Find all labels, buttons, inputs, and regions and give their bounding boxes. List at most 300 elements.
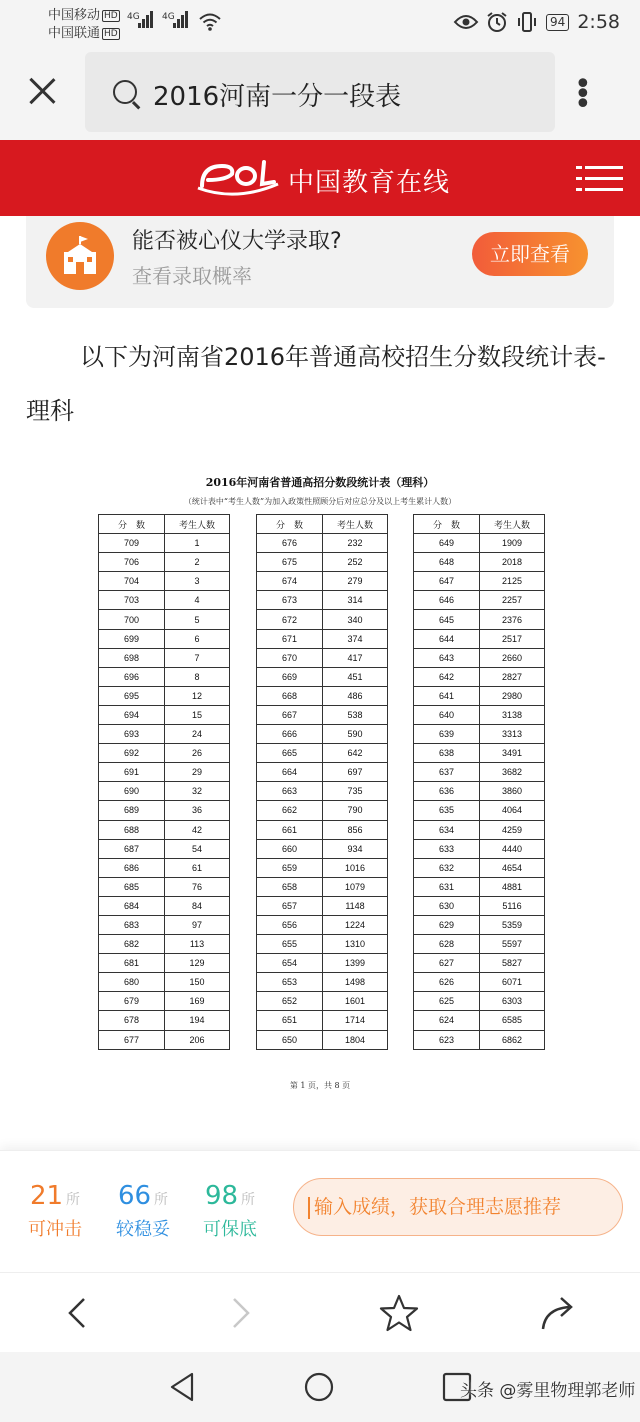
count-cell: 6 xyxy=(165,629,230,648)
count-cell: 3313 xyxy=(480,725,545,744)
watermark: 头条 @雾里物理郭老师 xyxy=(460,1381,636,1401)
score-cell: 673 xyxy=(257,591,323,610)
table-row xyxy=(99,534,230,553)
table-row xyxy=(99,629,230,648)
score-cell: 650 xyxy=(257,1030,323,1049)
score-cell: 635 xyxy=(414,801,480,820)
count-cell: 3682 xyxy=(480,763,545,782)
count-cell: 113 xyxy=(165,935,230,954)
table-row xyxy=(414,534,545,553)
count-cell: 374 xyxy=(323,629,388,648)
table-row xyxy=(99,782,230,801)
score-cell: 655 xyxy=(257,935,323,954)
score-cell: 656 xyxy=(257,915,323,934)
table-row xyxy=(99,935,230,954)
back-arrow-icon[interactable] xyxy=(56,1291,100,1335)
score-cell: 657 xyxy=(257,896,323,915)
school-icon xyxy=(46,222,114,290)
score-cell: 629 xyxy=(414,915,480,934)
battery-icon: 94 xyxy=(546,14,569,31)
count-cell: 1909 xyxy=(480,534,545,553)
score-cell: 640 xyxy=(414,705,480,724)
count-cell: 934 xyxy=(323,839,388,858)
table-row xyxy=(257,858,388,877)
ad-title: 能否被心仪大学录取? xyxy=(132,229,342,254)
score-cell: 689 xyxy=(99,801,165,820)
count-cell: 32 xyxy=(165,782,230,801)
count-cell: 642 xyxy=(323,744,388,763)
count-cell: 3860 xyxy=(480,782,545,801)
eye-icon xyxy=(454,14,478,30)
count-cell: 1016 xyxy=(323,858,388,877)
score-cell: 625 xyxy=(414,992,480,1011)
count-cell: 2125 xyxy=(480,572,545,591)
table-row xyxy=(414,648,545,667)
count-cell: 735 xyxy=(323,782,388,801)
score-cell: 698 xyxy=(99,648,165,667)
table-row xyxy=(257,1030,388,1049)
score-cell: 671 xyxy=(257,629,323,648)
stat-safe[interactable]: 98 所 可保底 xyxy=(195,1181,265,1241)
score-cell: 636 xyxy=(414,782,480,801)
eol-logo[interactable] xyxy=(196,141,280,200)
score-cell: 652 xyxy=(257,992,323,1011)
score-cell: 631 xyxy=(414,877,480,896)
count-cell: 29 xyxy=(165,763,230,782)
stat-safe-number: 98 xyxy=(204,1181,239,1211)
count-cell: 4654 xyxy=(480,858,545,877)
score-cell: 692 xyxy=(99,744,165,763)
score-cell: 665 xyxy=(257,744,323,763)
stat-safe-label: 可保底 xyxy=(203,1219,257,1240)
table-row xyxy=(414,1030,545,1049)
table-row xyxy=(99,705,230,724)
table-row xyxy=(257,725,388,744)
count-cell: 6303 xyxy=(480,992,545,1011)
score-cell: 670 xyxy=(257,648,323,667)
count-cell: 6071 xyxy=(480,973,545,992)
score-cell: 677 xyxy=(99,1030,165,1049)
score-table-1 xyxy=(98,514,230,1050)
site-header xyxy=(0,140,640,216)
count-cell: 2660 xyxy=(480,648,545,667)
count-cell: 340 xyxy=(323,610,388,629)
count-cell: 8 xyxy=(165,667,230,686)
stat-stable-number: 66 xyxy=(117,1181,152,1211)
score-cell: 709 xyxy=(99,534,165,553)
table-row xyxy=(99,915,230,934)
stat-reach-number: 21 xyxy=(29,1181,64,1211)
table-row xyxy=(414,667,545,686)
table-row xyxy=(99,1030,230,1049)
table-row xyxy=(414,686,545,705)
system-nav xyxy=(0,1352,640,1422)
count-cell: 169 xyxy=(165,992,230,1011)
table-row xyxy=(99,725,230,744)
score-cell: 696 xyxy=(99,667,165,686)
table-row xyxy=(99,877,230,896)
table-row xyxy=(99,820,230,839)
table-row xyxy=(257,591,388,610)
table-row xyxy=(257,820,388,839)
score-cell: 658 xyxy=(257,877,323,896)
score-cell: 703 xyxy=(99,591,165,610)
column-header-score: 分 数 xyxy=(414,515,480,534)
score-cell: 704 xyxy=(99,572,165,591)
count-cell: 232 xyxy=(323,534,388,553)
share-icon[interactable] xyxy=(537,1291,581,1335)
clock-time: 2:58 xyxy=(577,11,620,33)
table-row xyxy=(414,629,545,648)
table-row xyxy=(414,839,545,858)
table-row xyxy=(414,915,545,934)
score-table-3 xyxy=(413,514,545,1050)
close-icon[interactable] xyxy=(22,72,62,112)
network-type-1: 4G xyxy=(127,12,140,22)
score-cell: 700 xyxy=(99,610,165,629)
count-cell: 790 xyxy=(323,801,388,820)
site-title[interactable]: 中国教育在线 xyxy=(288,168,451,198)
count-cell: 1224 xyxy=(323,915,388,934)
score-cell: 662 xyxy=(257,801,323,820)
table-row xyxy=(414,801,545,820)
search-box[interactable] xyxy=(85,52,555,132)
system-home-icon[interactable] xyxy=(302,1370,336,1404)
score-cell: 679 xyxy=(99,992,165,1011)
count-cell: 54 xyxy=(165,839,230,858)
stat-stable[interactable]: 66 所 较稳妥 xyxy=(108,1181,178,1241)
table-row xyxy=(257,553,388,572)
wifi-icon xyxy=(198,12,222,32)
table-row xyxy=(99,954,230,973)
count-cell: 24 xyxy=(165,725,230,744)
count-cell: 5597 xyxy=(480,935,545,954)
column-header-count: 考生人数 xyxy=(480,515,545,534)
document-title: 2016年河南省普通高招分数段统计表（理科） xyxy=(205,476,435,489)
score-cell: 678 xyxy=(99,1011,165,1030)
count-cell: 6862 xyxy=(480,1030,545,1049)
table-row xyxy=(257,992,388,1011)
table-row xyxy=(257,896,388,915)
stat-reach[interactable]: 21 所 可冲击 xyxy=(20,1181,90,1241)
table-row xyxy=(257,629,388,648)
table-row xyxy=(257,534,388,553)
count-cell: 97 xyxy=(165,915,230,934)
vibrate-icon xyxy=(516,11,538,33)
count-cell: 4 xyxy=(165,591,230,610)
count-cell: 856 xyxy=(323,820,388,839)
search-header xyxy=(0,46,640,140)
score-cell: 651 xyxy=(257,1011,323,1030)
score-cell: 660 xyxy=(257,839,323,858)
score-cell: 627 xyxy=(414,954,480,973)
column-header-count: 考生人数 xyxy=(323,515,388,534)
table-row xyxy=(99,553,230,572)
score-cell: 661 xyxy=(257,820,323,839)
score-cell: 639 xyxy=(414,725,480,744)
score-cell: 642 xyxy=(414,667,480,686)
score-cell: 685 xyxy=(99,877,165,896)
score-cell: 691 xyxy=(99,763,165,782)
table-row xyxy=(414,553,545,572)
score-cell: 672 xyxy=(257,610,323,629)
count-cell: 150 xyxy=(165,973,230,992)
carrier-2: 中国联通 HD xyxy=(48,26,118,41)
count-cell: 1310 xyxy=(323,935,388,954)
score-cell: 643 xyxy=(414,648,480,667)
count-cell: 42 xyxy=(165,820,230,839)
count-cell: 1399 xyxy=(323,954,388,973)
score-cell: 646 xyxy=(414,591,480,610)
count-cell: 129 xyxy=(165,954,230,973)
signal-icon xyxy=(173,12,189,28)
table-row xyxy=(414,954,545,973)
column-header-count: 考生人数 xyxy=(165,515,230,534)
count-cell: 279 xyxy=(323,572,388,591)
table-row xyxy=(257,839,388,858)
table-row xyxy=(257,744,388,763)
count-cell: 1714 xyxy=(323,1011,388,1030)
count-cell: 84 xyxy=(165,896,230,915)
count-cell: 206 xyxy=(165,1030,230,1049)
more-options-icon[interactable]: • • • xyxy=(574,67,594,122)
check-now-button[interactable]: 立即查看 xyxy=(472,232,588,276)
score-cell: 668 xyxy=(257,686,323,705)
count-cell: 5116 xyxy=(480,896,545,915)
favorite-star-icon[interactable] xyxy=(377,1291,421,1335)
table-row xyxy=(414,705,545,724)
count-cell: 6585 xyxy=(480,1011,545,1030)
document-page-number: 第 1 页，共 8 页 xyxy=(289,1081,351,1090)
count-cell: 5359 xyxy=(480,915,545,934)
table-row xyxy=(257,973,388,992)
column-header-score: 分 数 xyxy=(99,515,165,534)
score-cell: 684 xyxy=(99,896,165,915)
count-cell: 2827 xyxy=(480,667,545,686)
table-row xyxy=(414,782,545,801)
score-cell: 648 xyxy=(414,553,480,572)
alarm-icon xyxy=(486,11,508,33)
table-row xyxy=(414,1011,545,1030)
table-row xyxy=(257,610,388,629)
score-table-document xyxy=(0,460,640,1100)
score-cell: 664 xyxy=(257,763,323,782)
carrier-1: 中国移动 HD xyxy=(48,8,118,23)
count-cell: 2 xyxy=(165,553,230,572)
score-cell: 663 xyxy=(257,782,323,801)
table-row xyxy=(99,973,230,992)
admission-ad-card[interactable] xyxy=(26,216,614,308)
document-note: （统计表中“考生人数”为加入政策性照顾分后对应总分及以上考生累计人数） xyxy=(183,497,457,506)
table-row xyxy=(99,591,230,610)
score-cell: 630 xyxy=(414,896,480,915)
score-cell: 626 xyxy=(414,973,480,992)
table-row xyxy=(99,992,230,1011)
score-cell: 688 xyxy=(99,820,165,839)
score-cell: 633 xyxy=(414,839,480,858)
table-row xyxy=(257,763,388,782)
count-cell: 2376 xyxy=(480,610,545,629)
forward-arrow-icon[interactable] xyxy=(218,1291,262,1335)
search-query[interactable]: 2016河南一分一段表 xyxy=(153,82,402,112)
table-row xyxy=(257,572,388,591)
table-row xyxy=(99,839,230,858)
count-cell: 4440 xyxy=(480,839,545,858)
count-cell: 1804 xyxy=(323,1030,388,1049)
count-cell: 2018 xyxy=(480,553,545,572)
count-cell: 2257 xyxy=(480,591,545,610)
score-cell: 690 xyxy=(99,782,165,801)
score-cell: 694 xyxy=(99,705,165,724)
ad-subtitle: 查看录取概率 xyxy=(132,264,252,288)
count-cell: 26 xyxy=(165,744,230,763)
table-row xyxy=(257,935,388,954)
count-cell: 12 xyxy=(165,686,230,705)
score-cell: 637 xyxy=(414,763,480,782)
system-back-icon[interactable] xyxy=(166,1370,200,1404)
count-cell: 1079 xyxy=(323,877,388,896)
count-cell: 697 xyxy=(323,763,388,782)
table-row xyxy=(99,648,230,667)
table-row xyxy=(414,973,545,992)
score-cell: 686 xyxy=(99,858,165,877)
recommendation-bar xyxy=(0,1150,640,1272)
score-cell: 693 xyxy=(99,725,165,744)
table-row xyxy=(414,820,545,839)
table-row xyxy=(414,572,545,591)
count-cell: 7 xyxy=(165,648,230,667)
table-row xyxy=(257,915,388,934)
count-cell: 1601 xyxy=(323,992,388,1011)
score-cell: 681 xyxy=(99,954,165,973)
article-intro: 以下为河南省2016年普通高校招生分数段统计表-理科 xyxy=(26,343,606,425)
eol-logo-text: eol xyxy=(196,141,221,160)
menu-icon[interactable] xyxy=(585,164,623,194)
table-row xyxy=(414,896,545,915)
table-row xyxy=(257,667,388,686)
count-cell: 538 xyxy=(323,705,388,724)
score-cell: 623 xyxy=(414,1030,480,1049)
score-cell: 683 xyxy=(99,915,165,934)
count-cell: 417 xyxy=(323,648,388,667)
table-row xyxy=(99,858,230,877)
count-cell: 2517 xyxy=(480,629,545,648)
count-cell: 36 xyxy=(165,801,230,820)
score-cell: 682 xyxy=(99,935,165,954)
score-cell: 632 xyxy=(414,858,480,877)
count-cell: 252 xyxy=(323,553,388,572)
count-cell: 3491 xyxy=(480,744,545,763)
count-cell: 61 xyxy=(165,858,230,877)
table-row xyxy=(99,744,230,763)
enter-score-button[interactable]: 输入成绩，获取合理志愿推荐 xyxy=(293,1178,623,1236)
table-row xyxy=(414,744,545,763)
table-row xyxy=(414,591,545,610)
table-row xyxy=(414,610,545,629)
score-cell: 695 xyxy=(99,686,165,705)
count-cell: 451 xyxy=(323,667,388,686)
count-cell: 486 xyxy=(323,686,388,705)
table-header-row xyxy=(414,515,545,534)
count-cell: 1498 xyxy=(323,973,388,992)
table-row xyxy=(257,1011,388,1030)
signal-icon xyxy=(138,12,154,28)
table-row xyxy=(257,782,388,801)
table-row xyxy=(99,610,230,629)
score-cell: 638 xyxy=(414,744,480,763)
table-row xyxy=(257,648,388,667)
table-row xyxy=(99,667,230,686)
count-cell: 590 xyxy=(323,725,388,744)
table-header-row xyxy=(257,515,388,534)
score-table-2 xyxy=(256,514,388,1050)
count-cell: 4259 xyxy=(480,820,545,839)
score-cell: 641 xyxy=(414,686,480,705)
score-cell: 674 xyxy=(257,572,323,591)
network-type-2: 4G xyxy=(162,12,175,22)
score-cell: 644 xyxy=(414,629,480,648)
table-row xyxy=(257,705,388,724)
count-cell: 2980 xyxy=(480,686,545,705)
count-cell: 3138 xyxy=(480,705,545,724)
table-row xyxy=(414,858,545,877)
count-cell: 5 xyxy=(165,610,230,629)
table-row xyxy=(414,877,545,896)
table-row xyxy=(257,686,388,705)
count-cell: 76 xyxy=(165,877,230,896)
table-row xyxy=(414,935,545,954)
score-cell: 706 xyxy=(99,553,165,572)
count-cell: 314 xyxy=(323,591,388,610)
score-cell: 669 xyxy=(257,667,323,686)
count-cell: 3 xyxy=(165,572,230,591)
table-header-row xyxy=(99,515,230,534)
table-row xyxy=(257,877,388,896)
score-cell: 666 xyxy=(257,725,323,744)
browser-nav xyxy=(0,1272,640,1352)
score-cell: 699 xyxy=(99,629,165,648)
table-row xyxy=(99,896,230,915)
stat-stable-label: 较稳妥 xyxy=(116,1219,170,1240)
score-cell: 645 xyxy=(414,610,480,629)
count-cell: 1148 xyxy=(323,896,388,915)
column-header-score: 分 数 xyxy=(257,515,323,534)
score-cell: 649 xyxy=(414,534,480,553)
table-row xyxy=(99,801,230,820)
score-cell: 676 xyxy=(257,534,323,553)
score-cell: 628 xyxy=(414,935,480,954)
score-cell: 654 xyxy=(257,954,323,973)
table-row xyxy=(99,686,230,705)
table-row xyxy=(99,763,230,782)
status-bar xyxy=(0,0,640,46)
count-cell: 1 xyxy=(165,534,230,553)
count-cell: 4064 xyxy=(480,801,545,820)
count-cell: 15 xyxy=(165,705,230,724)
table-row xyxy=(414,763,545,782)
score-cell: 659 xyxy=(257,858,323,877)
search-icon xyxy=(113,80,137,104)
count-cell: 5827 xyxy=(480,954,545,973)
table-row xyxy=(99,572,230,591)
score-cell: 624 xyxy=(414,1011,480,1030)
score-cell: 634 xyxy=(414,820,480,839)
score-cell: 667 xyxy=(257,705,323,724)
count-cell: 194 xyxy=(165,1011,230,1030)
score-cell: 647 xyxy=(414,572,480,591)
score-cell: 680 xyxy=(99,973,165,992)
table-row xyxy=(414,725,545,744)
